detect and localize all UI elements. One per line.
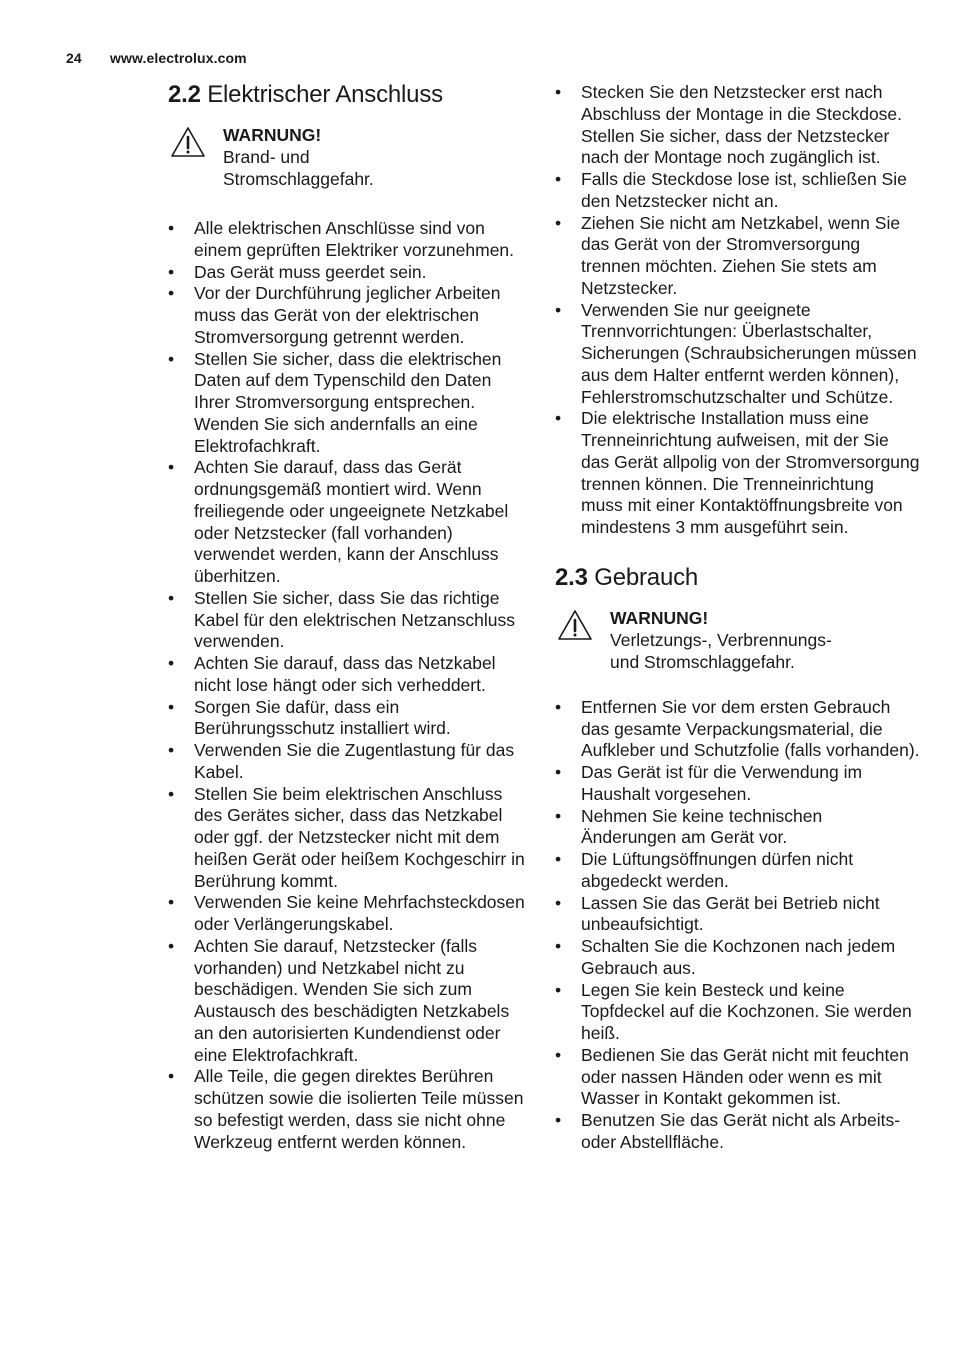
electrical-connection-list-continued — [555, 82, 920, 539]
list-item: • Das Gerät ist für die Verwendung im Haushalt vorgesehen. — [555, 762, 920, 806]
warning-label: WARNUNG! — [223, 125, 322, 145]
list-item: • Ziehen Sie nicht am Netzkabel, wenn Sie das Gerät von der Stromversorgung trennen möchten. Ziehen Sie stets am Netzstecker. — [555, 213, 920, 300]
usage-list — [555, 697, 920, 1154]
page-number: 24 — [66, 50, 82, 66]
list-item: • Achten Sie darauf, dass das Gerät ordnungsgemäß montiert wird. Wenn freiliegende oder ungeeignete Netzkabel oder Netzstecker (fall vorhanden) verwendet werden, kann der Anschluss überhitzen. — [168, 457, 528, 588]
list-item: • Die elektrische Installation muss eine Trenneinrichtung aufweisen, mit der Sie das Gerät allpolig von der Stromversorgung trennen können. Die Trenneinrichtung muss mit einer Kontaktöffnungsbreite von mindestens 3 mm ausgeführt sein. — [555, 408, 920, 539]
section-2-3-heading — [555, 561, 920, 595]
section-title: Elektrischer Anschluss — [207, 81, 443, 108]
section-2-3 — [555, 561, 920, 1154]
warning-text-line: und Stromschlaggefahr. — [610, 651, 795, 672]
list-item: • Verwenden Sie nur geeignete Trennvorrichtungen: Überlastschalter, Sicherungen (Schraubsicherungen müssen aus dem Halter entfernt werden können), Fehlerstromschutzschalter und Schütze. — [555, 300, 920, 409]
list-item: • Achten Sie darauf, Netzstecker (falls vorhanden) und Netzkabel nicht zu beschädigen. Wenden Sie sich zum Austausch des beschädigten Netzkabels an den autorisierten Kundendienst oder eine Elektrofachkraft. — [168, 936, 528, 1067]
warning-box-2-3 — [555, 607, 920, 673]
list-item: • Stellen Sie beim elektrischen Anschluss des Gerätes sicher, dass das Netzkabel oder ggf. der Netzstecker nicht mit dem heißen Gerät oder heißem Kochgeschirr in Berührung kommt. — [168, 784, 528, 893]
list-item: • Stellen Sie sicher, dass die elektrischen Daten auf dem Typenschild den Daten Ihrer Stromversorgung entsprechen. Wenden Sie sich andernfalls an eine Elektrofachkraft. — [168, 349, 528, 458]
list-item: • Sorgen Sie dafür, dass ein Berührungsschutz installiert wird. — [168, 697, 528, 741]
list-item: • Bedienen Sie das Gerät nicht mit feuchten oder nassen Händen oder wenn es mit Wasser in Kontakt gekommen ist. — [555, 1045, 920, 1110]
list-item: • Die Lüftungsöffnungen dürfen nicht abgedeckt werden. — [555, 849, 920, 893]
list-item: • Stellen Sie sicher, dass Sie das richtige Kabel für den elektrischen Netzanschluss verwenden. — [168, 588, 528, 653]
section-number: 2.3 — [555, 563, 588, 591]
list-item: • Benutzen Sie das Gerät nicht als Arbeits- oder Abstellfläche. — [555, 1110, 920, 1154]
electrical-connection-list — [168, 218, 528, 1153]
right-column — [555, 82, 920, 1154]
list-item: • Nehmen Sie keine technischen Änderungen am Gerät vor. — [555, 806, 920, 850]
list-item: • Achten Sie darauf, dass das Netzkabel nicht lose hängt oder sich verheddert. — [168, 653, 528, 697]
section-2-2-heading — [168, 78, 528, 112]
warning-triangle-icon — [170, 126, 206, 158]
list-item: • Verwenden Sie keine Mehrfachsteckdosen oder Verlängerungskabel. — [168, 892, 528, 936]
list-item: • Alle elektrischen Anschlüsse sind von einem geprüften Elektriker vorzunehmen. — [168, 218, 528, 262]
list-item: • Alle Teile, die gegen direktes Berühren schützen sowie die isolierten Teile müssen so befestigt werden, dass sie nicht ohne Werkzeug entfernt werden können. — [168, 1066, 528, 1153]
list-item: • Stecken Sie den Netzstecker erst nach Abschluss der Montage in die Steckdose. Stellen Sie sicher, dass der Netzstecker nach der Montage noch zugänglich ist. — [555, 82, 920, 169]
left-column — [168, 78, 528, 1153]
page-header — [66, 50, 247, 66]
section-title: Gebrauch — [594, 563, 699, 591]
list-item: • Lassen Sie das Gerät bei Betrieb nicht unbeaufsichtigt. — [555, 893, 920, 937]
warning-triangle-icon — [557, 609, 593, 641]
list-item: • Vor der Durchführung jeglicher Arbeiten muss das Gerät von der elektrischen Stromversorgung getrennt werden. — [168, 283, 528, 348]
list-item: • Legen Sie kein Besteck und keine Topfdeckel auf die Kochzonen. Sie werden heiß. — [555, 980, 920, 1045]
list-item: • Schalten Sie die Kochzonen nach jedem Gebrauch aus. — [555, 936, 920, 980]
warning-label: WARNUNG! — [610, 607, 709, 628]
list-item: • Falls die Steckdose lose ist, schließen Sie den Netzstecker nicht an. — [555, 169, 920, 213]
warning-text-line: Stromschlaggefahr. — [223, 169, 374, 189]
website-url: www.electrolux.com — [110, 50, 247, 66]
warning-text-line: Brand- und — [223, 147, 310, 167]
list-item: • Verwenden Sie die Zugentlastung für das Kabel. — [168, 740, 528, 784]
list-item: • Entfernen Sie vor dem ersten Gebrauch das gesamte Verpackungsmaterial, die Aufkleber und Schutzfolie (falls vorhanden). — [555, 697, 920, 762]
warning-text-line: Verletzungs-, Verbrennungs- — [610, 629, 832, 650]
list-item: • Das Gerät muss geerdet sein. — [168, 262, 528, 284]
section-number: 2.2 — [168, 81, 201, 108]
warning-box-2-2 — [168, 124, 528, 190]
